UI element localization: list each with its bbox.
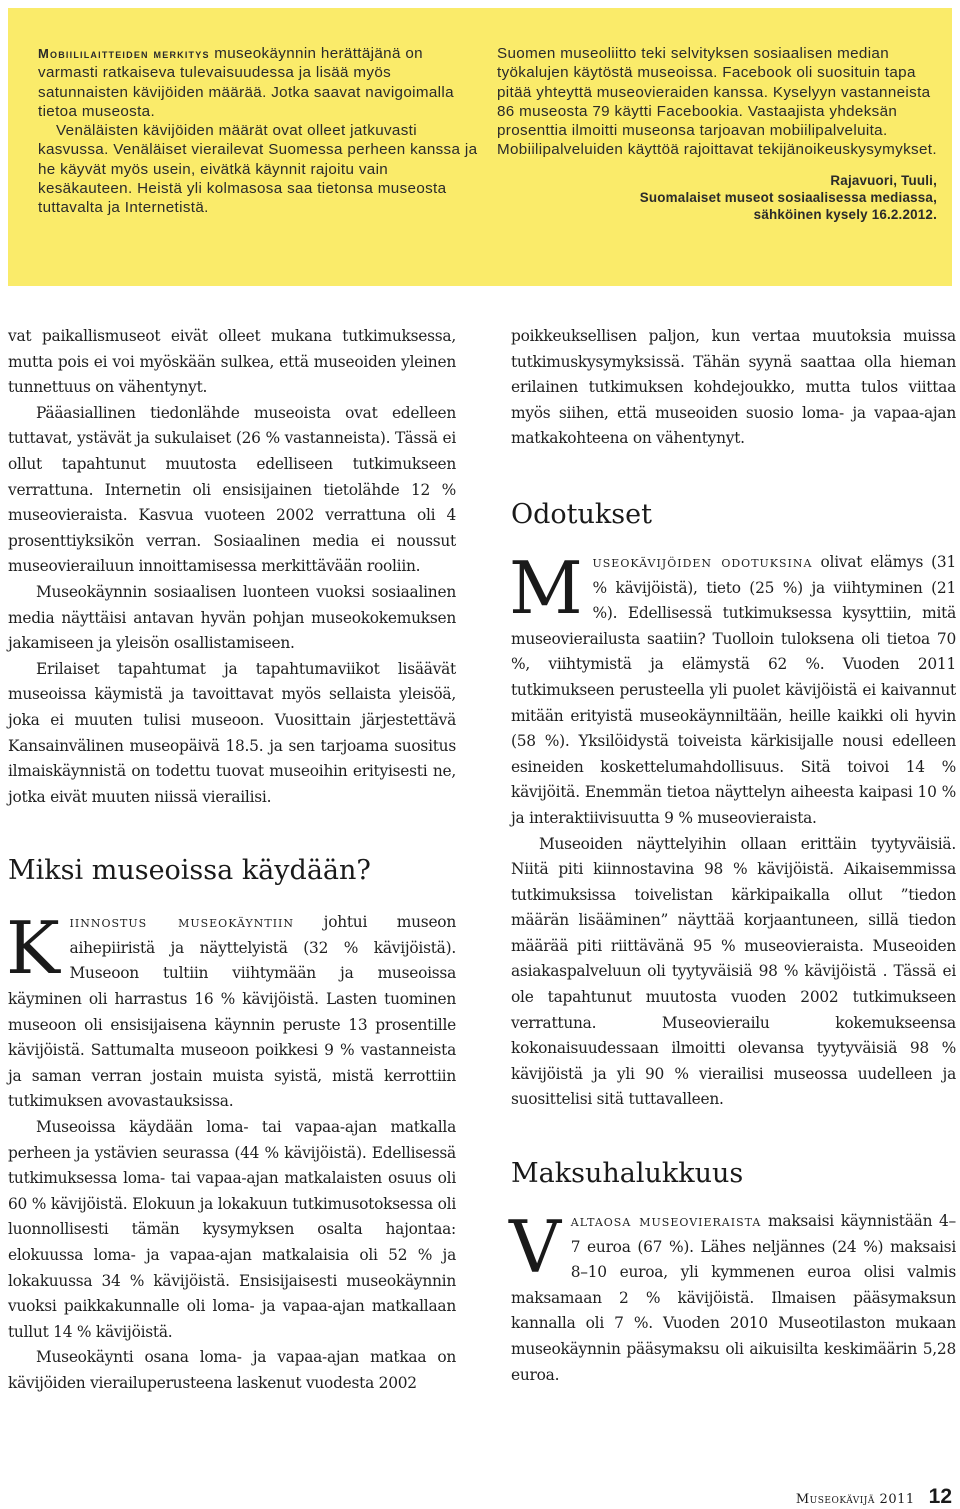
- section-heading-miksi: Miksi museoissa käydään?: [8, 855, 371, 887]
- info-box-right-column: [497, 44, 937, 223]
- body-paragraph: [6, 906, 456, 1115]
- body-text: johtui museon aihepiiristä ja näyttelyistä (32 % kävijöistä). Museoon tultiin viihtymään ja museoissa käyminen oli harrastus 16 % kävijöistä. Lasten tuominen museoon oli ensisijaisena käynnin peruste 13 prosentille kävijöistä. Sattumalta museoon poikkesi 9 % vastanneista ja saman verran jostain muista syistä, mistä kerrottiin tutkimuksen avovastauksissa.: [8, 913, 456, 1111]
- info-box-text: museokäynnin herättäjänä on varmasti ratkaiseva tulevaisuudessa ja lisää myös satunnaisten kävijöiden määrää. Jotka saavat navigoimalla tietoa museosta.: [38, 45, 454, 120]
- lead-in: altaosa museovieraista: [570, 1212, 762, 1231]
- info-box-paragraph: [38, 44, 478, 121]
- section-heading-odotukset: Odotukset: [511, 498, 652, 530]
- body-paragraph: Museokäynnin sosiaalisen luonteen vuoksi sosiaalinen media näyttäisi antavan hyvän pohjan museokokemuksen jakamiseen ja yleisön osallistamiseen.: [8, 582, 456, 653]
- body-paragraph: Museoiden näyttelyihin ollaan erittäin tyytyväisiä. Niitä piti kiinnostavina 98 % kävijöistä. Aikaisemmissa tutkimuksissa toivelistan kärkipaikalla ollut ”tiedon määrän lisääminen” näyttää korjaantuneen, sillä tiedon määrää piti riittävänä 95 % museovieraista. Museoiden asiakaspalveluun oli tyytyväisiä 98 % kävijöistä . Tässä ei ole tapahtunut muutosta vuoden 2002 tutkimukseen verrattuna. Museovierailu kokemukseensa kokonaisuudessaan ilmoitti olevansa tyytyväisiä 98 % kävijöistä ja yli 90 % vierailisi museossa uudelleen ja suosittelisi sitä tuttavalleen.: [511, 834, 956, 1109]
- body-paragraph: [509, 1205, 956, 1388]
- source-date: sähköinen kysely 16.2.2012.: [753, 206, 937, 222]
- left-column: [8, 324, 456, 1397]
- source-author: Rajavuori, Tuuli,: [830, 172, 937, 188]
- body-paragraph: poikkeuksellisen paljon, kun vertaa muutoksia muissa tutkimuskysymyksissä. Tähän syynä saattaa olla hieman erilainen tutkimuksen kohdejoukko, mutta tulos viittaa myös siihen, että museoiden suosio loma- ja vapaa-ajan matkakohteena on vähentynyt.: [511, 327, 956, 448]
- publication-name: Museokävijä 2011: [795, 1492, 915, 1507]
- section-heading-maksuhalukkuus: Maksuhalukkuus: [511, 1158, 744, 1190]
- source-citation: [497, 172, 937, 223]
- info-box-lead: Mobiililaitteiden merkitys: [38, 46, 210, 61]
- info-box-paragraph: Venäläisten kävijöiden määrät ovat olleet jatkuvasti kasvussa. Venäläiset vierailevat Suomessa perheen kanssa ja he käyvät myös usein, eivätkä käynnit rajoitu vain kesäkauteen. Heistä yli kolmasosa saa tietonsa museosta tuttavalta ja Internetistä.: [38, 122, 478, 217]
- body-paragraph: Museoissa käydään loma- tai vapaa-ajan matkalla perheen ja ystävien seurassa (44 % kävijöistä). Edellisessä tutkimuksessa loma- tai vapaa-ajan matkalaisten osuus oli 60 % kävijöistä. Elokuun ja lokakuun tutkimusotoksessa oli luonnollisesti tämän kysymyksen osalta hajontaa: elokuussa loma- ja vapaa-ajan matkalaisia oli 52 % ja lokakuussa 34 % kävijöistä. Ensisijaisesti museokäynnin vuoksi paikkakunnalle oli loma- ja vapaa-ajan matkallaan tullut 14 % kävijöistä.: [8, 1118, 456, 1341]
- body-paragraph: Museokäynti osana loma- ja vapaa-ajan matkaa on kävijöiden vierailuperusteena laskenut vuodesta 2002: [8, 1348, 456, 1392]
- page-number: 12: [928, 1485, 952, 1508]
- right-column: [511, 324, 956, 1388]
- info-box-left-column: [38, 44, 478, 218]
- drop-cap: V: [509, 1205, 561, 1290]
- body-text: maksaisi käynnistään 4–7 euroa (67 %). Lähes neljännes (24 %) maksaisi 8–10 euroa, yli kymmenen euroa olisi valmis maksamaan 2 % kävijöistä. Ilmaisen pääsymaksun kannalla oli 7 %. Vuoden 2010 Museotilaston mukaan museokäynnin pääsymaksu oli aikuisilta keskimäärin 5,28 euroa.: [511, 1212, 956, 1384]
- body-paragraph: Pääasiallinen tiedonlähde museoista ovat edelleen tuttavat, ystävät ja sukulaiset (26 % vastanneista). Tässä ei ollut tapahtunut muutosta edelliseen tutkimukseen verrattuna. Internetin oli ensisijainen tietolähde 12 % museovieraista. Kasvua vuoteen 2002 verrattuna oli 4 prosenttiyksikön verran. Sosiaalinen media ei noussut museovierailuun innoittamisessa merkittävään rooliin.: [8, 403, 456, 576]
- drop-cap: K: [6, 906, 60, 991]
- body-paragraph: Erilaiset tapahtumat ja tapahtumaviikot lisäävät museoissa käymistä ja tavoittavat myös sellaista yleisöä, joka ei muuten tulisi museoon. Vuosittain järjestettävä Kansainvälinen museopäivä 18.5. ja sen tarjoama suositus ilmaiskäynnistä on todettu tuovat museoihin erityisesti ne, jotka eivät muuten niissä vierailisi.: [8, 659, 456, 806]
- body-paragraph: vat paikallismuseot eivät olleet mukana tutkimuksessa, mutta pois ei voi myöskään sulkea, että museoiden yleinen tunnettuus on vähentynyt.: [8, 327, 456, 397]
- source-title: Suomalaiset museot sosiaalisessa mediassa,: [639, 189, 937, 205]
- lead-in: useokävijöiden odotuksina: [592, 552, 813, 571]
- info-box-paragraph: Suomen museoliitto teki selvityksen sosiaalisen median työkalujen käytöstä museoissa. Facebook oli suosituin tapa pitää yhteyttä museovieraiden kanssa. Kyselyyn vastanneista 86 museosta 79 käytti Facebookia. Vastaajista yhdeksän prosenttia ilmoitti museonsa tarjoavan mobiilipalveluita. Mobiilipalveluiden käyttöä rajoittavat tekijänoikeuskysymykset.: [497, 45, 937, 159]
- page-footer: [700, 1485, 952, 1509]
- body-text: olivat elämys (31 % kävijöistä), tieto (25 %) ja viihtyminen (21 %). Edellisessä tutkimuksessa kysyttiin, mitä museovierailusta saatiin? Tuolloin tuloksena oli tietoa 70 %, viihtymistä ja elämystä 62 %. Vuoden 2011 tutkimukseen perusteella yli puolet kävijöistä ei kaivannut mitään erityistä museokäynniltään, heille kaikki oli hyvin (58 %). Yksilöidystä toiveista kärkisijalle nousi edelleen esineiden koskettelumahdollisuus. Sitä toivoi 14 % kävijöitä. Enemmän tietoa näyttelyn aiheesta kaipasi 10 % ja interaktiivisuutta 9 % museovieraista.: [511, 552, 956, 827]
- drop-cap: M: [509, 545, 583, 630]
- body-paragraph: [509, 545, 956, 832]
- info-box: [8, 8, 952, 286]
- lead-in: iinnostus museokäyntiin: [69, 913, 295, 932]
